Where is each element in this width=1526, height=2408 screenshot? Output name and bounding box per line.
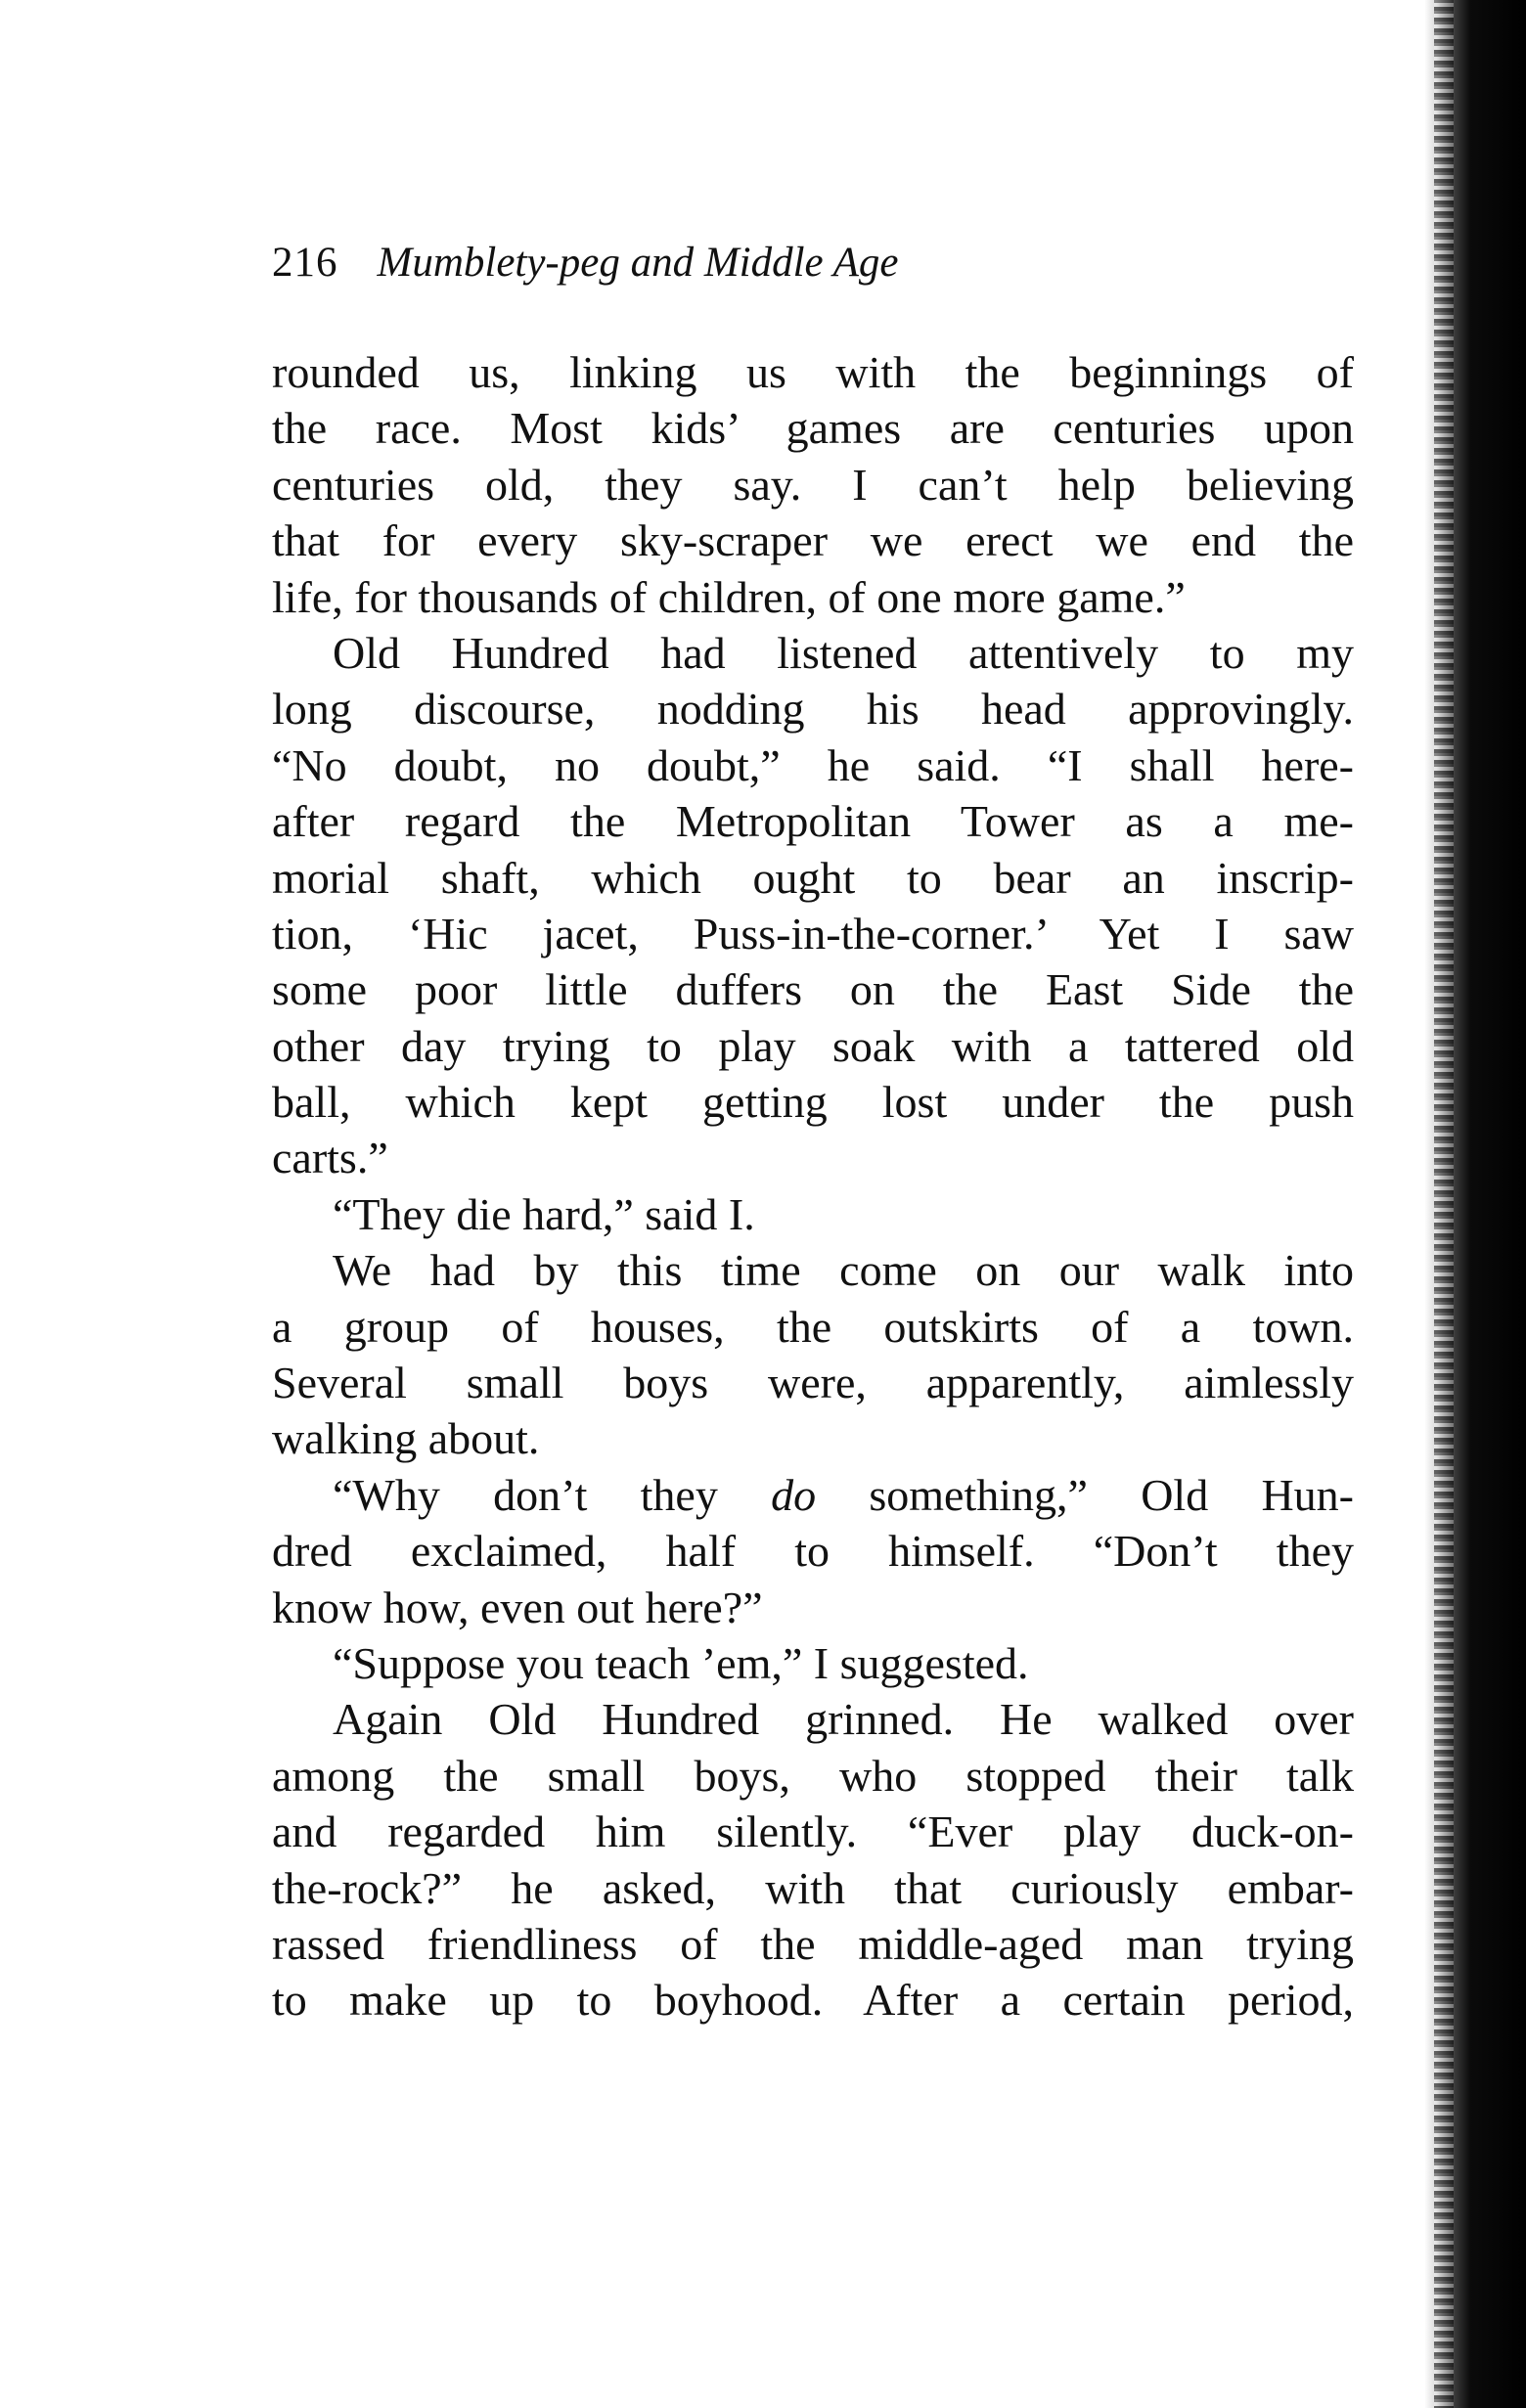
text-line: to make up to boyhood. After a certain period, <box>272 1975 1354 2026</box>
text-line: Several small boys were, apparently, aimlessly <box>272 1358 1354 1408</box>
text-line: Again Old Hundred grinned. He walked over <box>333 1694 1354 1745</box>
line-segment: “Why don’t they <box>333 1469 772 1520</box>
text-line: centuries old, they say. I can’t help believing <box>272 459 1354 510</box>
text-line: and regarded him silently. “Ever play duck-on- <box>272 1806 1354 1857</box>
text-line: “No doubt, no doubt,” he said. “I shall here- <box>272 739 1354 790</box>
page-edge-texture <box>1434 0 1454 2408</box>
text-line: walking about. <box>272 1413 540 1464</box>
line-segment: something,” Old Hun- <box>816 1469 1354 1520</box>
running-head <box>272 239 898 297</box>
running-title: Mumblety-peg and Middle Age <box>377 240 899 286</box>
text-line: know how, even out here?” <box>272 1582 763 1632</box>
text-line: long discourse, nodding his head approvingly. <box>272 684 1354 735</box>
text-line: carts.” <box>272 1133 388 1183</box>
text-line: the race. Most kids’ games are centuries upon <box>272 403 1354 454</box>
body-text <box>272 344 1354 2029</box>
text-line: the-rock?” he asked, with that curiously embar- <box>272 1862 1354 1913</box>
text-line: Old Hundred had listened attentively to my <box>333 627 1354 678</box>
text-line: dred exclaimed, half to himself. “Don’t they <box>272 1526 1354 1577</box>
text-line: “Suppose you teach ’em,” I suggested. <box>333 1637 1029 1688</box>
text-line: a group of houses, the outskirts of a town. <box>272 1301 1354 1352</box>
text-line: We had by this time come on our walk into <box>333 1245 1354 1296</box>
text-line: ball, which kept getting lost under the push <box>272 1077 1354 1128</box>
text-line: after regard the Metropolitan Tower as a me- <box>272 796 1354 847</box>
text-line: among the small boys, who stopped their talk <box>272 1750 1354 1801</box>
text-line: that for every sky-scraper we erect we end the <box>272 515 1354 566</box>
text-line-with-emphasis <box>272 1467 1354 1523</box>
page-number: 216 <box>272 240 338 286</box>
text-line: tion, ‘Hic jacet, Puss-in-the-corner.’ Yet I saw <box>272 908 1354 959</box>
text-line: “They die hard,” said I. <box>333 1188 755 1239</box>
text-line: some poor little duffers on the East Side the <box>272 964 1354 1015</box>
text-line: rassed friendliness of the middle-aged man trying <box>272 1918 1354 1969</box>
text-line: life, for thousands of children, of one more game.” <box>272 571 1186 622</box>
emphasized-word: do <box>771 1469 817 1520</box>
text-line: morial shaft, which ought to bear an inscrip- <box>272 852 1354 903</box>
text-line: rounded us, linking us with the beginnings of <box>272 347 1354 397</box>
text-line: other day trying to play soak with a tattered old <box>272 1020 1354 1071</box>
